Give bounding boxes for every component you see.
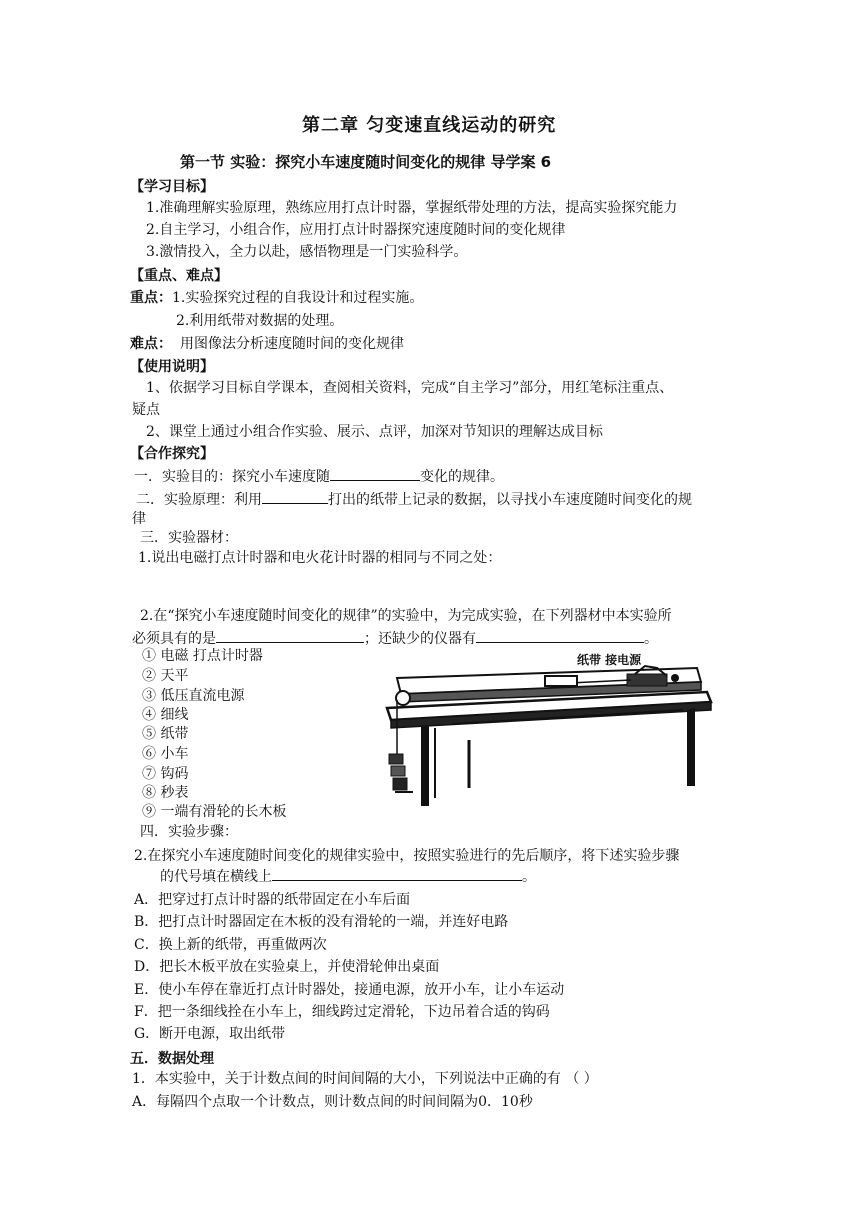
principle-text: 二．实验原理：利用 xyxy=(136,492,262,508)
difficulty-label: 难点： xyxy=(130,336,172,352)
goal-item: 1.准确理解实验原理，熟练应用打点计时器，掌握纸带处理的方法，提高实验探究能力 xyxy=(146,200,678,216)
data-heading: 五．数据处理 xyxy=(130,1051,214,1067)
equipment-item: ① 电磁 打点计时器 xyxy=(142,648,263,664)
step-option: D．把长木板平放在实验桌上，并使滑轮伸出桌面 xyxy=(134,959,440,975)
focus-text: 1.实验探究过程的自我设计和过程实施。 xyxy=(172,290,424,306)
equipment-item: ③ 低压直流电源 xyxy=(142,688,245,704)
step-option: C．换上新的纸带，再重做两次 xyxy=(134,937,327,953)
period: 。 xyxy=(644,631,658,647)
usage-item-1: 1、依据学习目标自学课本，查阅相关资料，完成“自主学习”部分，用红笔标注重点、 xyxy=(146,380,674,396)
step-option: G．断开电源，取出纸带 xyxy=(134,1026,286,1042)
usage-item-2: 2、课堂上通过小组合作实验、展示、点评，加深对节知识的理解达成目标 xyxy=(146,424,603,440)
period: 。 xyxy=(522,869,536,885)
steps-heading: 四．实验步骤： xyxy=(140,824,238,840)
equipment-item: ⑤ 纸带 xyxy=(142,726,189,742)
page-title: 第二章 匀变速直线运动的研究 xyxy=(302,115,557,136)
step-option: B．把打点计时器固定在木板的没有滑轮的一端，并连好电路 xyxy=(134,914,509,930)
difficulty-text: 用图像法分析速度随时间的变化规律 xyxy=(180,336,404,352)
equipment-item: ⑥ 小车 xyxy=(142,746,189,762)
explore-heading: 【合作探究】 xyxy=(130,446,214,462)
equipment-item: ⑨ 一端有滑轮的长木板 xyxy=(142,804,287,820)
equipment-heading: 三．实验器材： xyxy=(140,530,238,546)
principle-text-end: 打出的纸带上记录的数据，以寻找小车速度随时间变化的规 xyxy=(328,492,692,508)
steps-answer-label: 的代号填在横线上 xyxy=(160,869,272,885)
apparatus-figure xyxy=(383,648,715,806)
missing-label: ；还缺少的仪器有 xyxy=(364,631,476,647)
equipment-question-2: 2.在“探究小车速度随时间变化的规律”的实验中，为完成实验，在下列器材中本实验所 xyxy=(140,608,672,624)
step-option: E．使小车停在靠近打点计时器处，接通电源，放开小车，让小车运动 xyxy=(134,982,565,998)
equipment-item: ④ 细线 xyxy=(142,707,189,723)
goal-item: 2.自主学习，小组合作，应用打点计时器探究速度随时间的变化规律 xyxy=(146,222,566,238)
purpose-blank[interactable] xyxy=(330,466,420,481)
page-subtitle: 第一节 实验：探究小车速度随时间变化的规律 导学案 6 xyxy=(180,153,552,171)
goals-heading: 【学习目标】 xyxy=(130,179,214,195)
step-option: A．把穿过打点计时器的纸带固定在小车后面 xyxy=(134,892,411,908)
focus-line-2: 2.利用纸带对数据的处理。 xyxy=(176,313,344,329)
missing-blank[interactable] xyxy=(476,628,644,643)
data-option-a: A．每隔四个点取一个计数点，则计数点间的时间间隔为0．10秒 xyxy=(132,1094,533,1110)
purpose-text-end: 变化的规律。 xyxy=(420,469,504,485)
step-option: F．把一条细线拴在小车上，细线跨过定滑轮，下边吊着合适的钩码 xyxy=(134,1004,550,1020)
required-label: 必须具有的是 xyxy=(132,631,216,647)
equipment-item: ② 天平 xyxy=(142,668,189,684)
data-question-1: 1．本实验中，关于计数点间的时间间隔的大小，下列说法中正确的有 （ ） xyxy=(132,1071,598,1087)
equipment-question-1: 1.说出电磁打点计时器和电火花计时器的相同与不同之处： xyxy=(138,550,502,566)
usage-heading: 【使用说明】 xyxy=(130,359,214,375)
purpose-text: 一．实验目的：探究小车速度随 xyxy=(134,469,330,485)
usage-item-1-cont: 疑点 xyxy=(132,402,160,418)
principle-blank[interactable] xyxy=(262,489,328,504)
equipment-item: ⑧ 秒表 xyxy=(142,785,189,801)
principle-line xyxy=(136,489,692,510)
steps-question-cont xyxy=(160,866,536,887)
goal-item: 3.激情投入，全力以赴，感悟物理是一门实验科学。 xyxy=(146,244,468,260)
equipment-item: ⑦ 钩码 xyxy=(142,766,189,782)
difficulty-line xyxy=(130,334,404,354)
figure-label: 纸带 接电源 xyxy=(577,653,642,667)
focus-label: 重点： xyxy=(130,290,172,306)
required-blank[interactable] xyxy=(216,628,364,643)
purpose-line xyxy=(134,466,504,487)
keypoints-heading: 【重点、难点】 xyxy=(130,268,228,284)
steps-question: 2.在探究小车速度随时间变化的规律实验中，按照实验进行的先后顺序，将下述实验步骤 xyxy=(134,848,680,864)
principle-line-cont: 律 xyxy=(132,511,146,527)
steps-answer-blank[interactable] xyxy=(272,866,522,881)
focus-line-1 xyxy=(130,288,423,308)
